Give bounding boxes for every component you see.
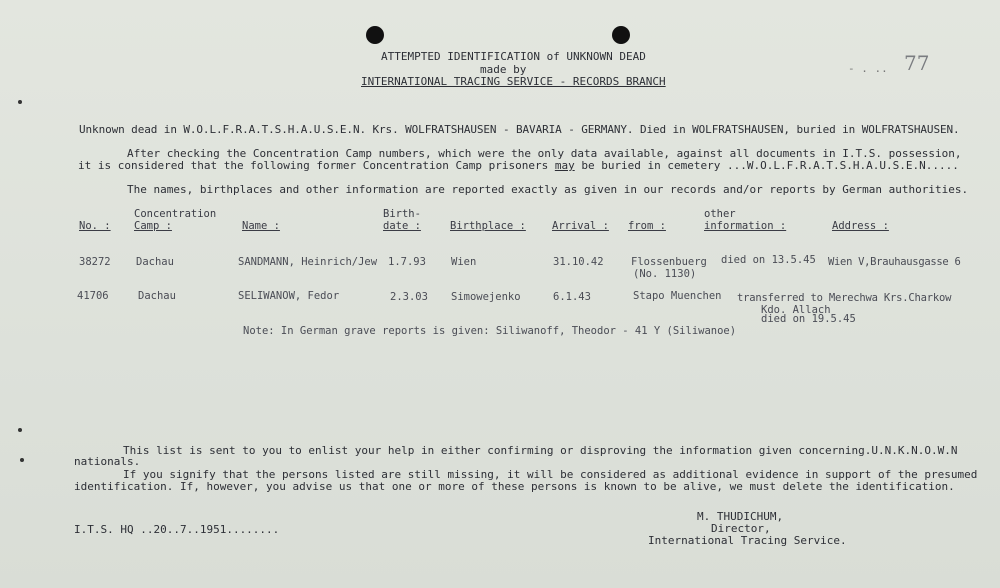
punch-hole-right bbox=[612, 26, 630, 44]
cell-no: 41706 bbox=[77, 290, 109, 302]
hq-date: I.T.S. HQ ..20..7..1951........ bbox=[74, 523, 280, 536]
cell-other-died: died on 19.5.45 bbox=[761, 313, 856, 325]
page-mark: - . .. bbox=[848, 62, 888, 75]
list-purpose-line1: This list is sent to you to enlist your help in either confirming or disproving the information given concerning.U.N.K.N.O.W.N bbox=[123, 444, 958, 457]
records-statement: The names, birthplaces and other information are reported exactly as given in our records and/or reports by German authorities. bbox=[127, 183, 969, 196]
signify-line1: If you signify that the persons listed are still missing, it will be considered as additional evidence in support of the presumed bbox=[123, 468, 978, 481]
cell-camp: Dachau bbox=[136, 256, 174, 268]
signer-name: M. THUDICHUM, bbox=[697, 510, 784, 523]
punch-hole-left bbox=[366, 26, 384, 44]
cell-birthplace: Simowejenko bbox=[451, 291, 521, 303]
signer-title: Director, bbox=[711, 522, 771, 535]
doc-subtitle-made-by: made by bbox=[480, 63, 527, 76]
check-paragraph-line1: After checking the Concentration Camp numbers, which were the only data available, against all documents in I.T.S. possession, bbox=[127, 147, 962, 160]
cell-arrival: 6.1.43 bbox=[553, 291, 591, 303]
list-purpose-line2: nationals. bbox=[74, 455, 141, 468]
cell-birthdate: 2.3.03 bbox=[390, 291, 428, 303]
header-other-top: other bbox=[704, 208, 736, 220]
header-name: Name : bbox=[242, 220, 280, 232]
header-address: Address : bbox=[832, 220, 889, 232]
cell-from-number: (No. 1130) bbox=[633, 268, 697, 280]
doc-title: ATTEMPTED IDENTIFICATION of UNKNOWN DEAD bbox=[381, 50, 646, 63]
cell-address: Wien V,Brauhausgasse 6 bbox=[828, 256, 961, 268]
cell-other-info: transferred to Merechwa Krs.Charkow bbox=[737, 292, 952, 304]
page-number: 77 bbox=[904, 51, 930, 75]
cell-from: Stapo Muenchen bbox=[633, 290, 722, 302]
grave-report-note: Note: In German grave reports is given: Siliwanoff, Theodor - 41 Y (Siliwanoe) bbox=[243, 325, 737, 337]
cell-arrival: 31.10.42 bbox=[553, 256, 604, 268]
unknown-dead-line: Unknown dead in W.O.L.F.R.A.T.S.H.A.U.S.E.N. Krs. WOLFRATSHAUSEN - BAVARIA - GERMANY. Died in WOLFRATSHAUSEN, buried in WOLFRATSHAUSEN. bbox=[79, 123, 960, 136]
cell-birthdate: 1.7.93 bbox=[388, 256, 426, 268]
cell-name: SELIWANOW, Fedor bbox=[238, 290, 340, 302]
check-paragraph-may: may bbox=[554, 159, 575, 172]
header-other-info: information : bbox=[704, 220, 787, 232]
check-paragraph-line2 bbox=[78, 159, 959, 172]
margin-mark bbox=[20, 458, 24, 462]
check-paragraph-text-b: be buried in cemetery ...W.O.L.F.R.A.T.S.H.A.U.S.E.N..... bbox=[574, 159, 959, 172]
header-arrival: Arrival : bbox=[552, 220, 609, 232]
header-birthplace: Birthplace : bbox=[450, 220, 526, 232]
cell-other-info: died on 13.5.45 bbox=[721, 254, 816, 266]
doc-issuer: INTERNATIONAL TRACING SERVICE - RECORDS BRANCH bbox=[361, 75, 666, 88]
cell-birthplace: Wien bbox=[451, 256, 477, 268]
header-no: No. : bbox=[79, 220, 111, 232]
header-birthdate: date : bbox=[383, 220, 421, 232]
cell-camp: Dachau bbox=[138, 290, 176, 302]
margin-mark bbox=[18, 100, 22, 104]
margin-mark bbox=[18, 428, 22, 432]
cell-other-kommando: Kdo. Allach bbox=[761, 304, 831, 316]
cell-from: Flossenbuerg bbox=[631, 256, 707, 268]
cell-no: 38272 bbox=[79, 256, 111, 268]
signer-organization: International Tracing Service. bbox=[648, 534, 847, 547]
signify-line2: identification. If, however, you advise us that one or more of these persons is known to be alive, we must delete the identification. bbox=[74, 480, 955, 493]
header-birthdate-top: Birth- bbox=[383, 208, 421, 220]
header-from: from : bbox=[628, 220, 666, 232]
header-camp-top: Concentration bbox=[134, 208, 217, 220]
cell-name: SANDMANN, Heinrich/Jew bbox=[238, 256, 378, 268]
check-paragraph-text-a: it is considered that the following former Concentration Camp prisoners bbox=[78, 159, 555, 172]
header-camp: Camp : bbox=[134, 220, 172, 232]
